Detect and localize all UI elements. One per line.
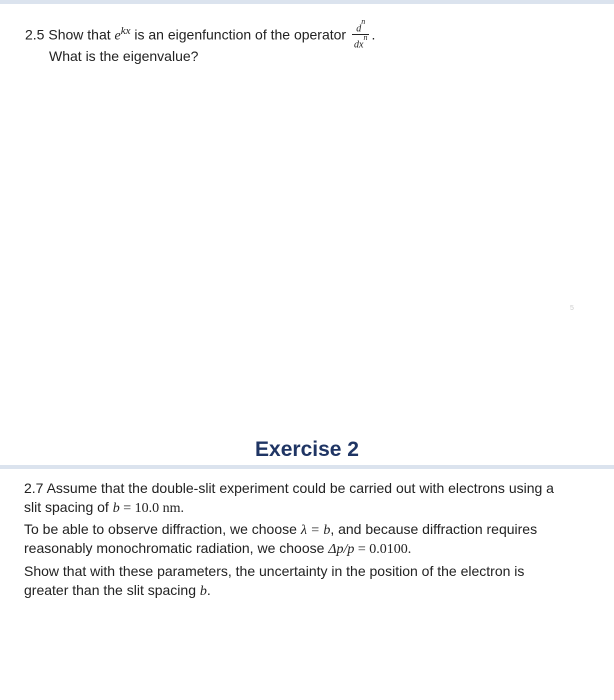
spacing-symbol-b: b (199, 584, 207, 599)
question-2-5-eigenvalue: What is the eigenvalue? (49, 48, 199, 64)
q27-line-5: Show that with these parameters, the uncertainty in the position of the electron is (24, 563, 525, 579)
denominator-power: n (363, 33, 368, 43)
q27-line-3-suffix: , and because diffraction requires (330, 521, 538, 537)
momentum-ratio-value: = 0.0100. (354, 542, 412, 557)
exercise-heading: Exercise 2 (255, 438, 359, 461)
slit-symbol-b: b (112, 501, 120, 516)
denominator-base: dx (353, 39, 364, 51)
q27-line-3-prefix: To be able to observe diffraction, we choose (24, 521, 301, 537)
q25-prefix: 2.5 Show that (25, 26, 115, 43)
derivative-operator (352, 19, 369, 51)
numerator-base: d (356, 23, 362, 35)
section-divider (0, 465, 614, 469)
q27-line-6-end: . (206, 582, 211, 598)
q27-line-4 (24, 539, 411, 559)
lambda-b-symbol: b (323, 523, 331, 538)
lambda-equation: λ = (300, 523, 324, 538)
q27-line-6 (24, 581, 211, 601)
q25-end: . (371, 26, 376, 43)
top-divider (0, 0, 614, 4)
momentum-ratio: Δp/p (328, 542, 355, 557)
slit-spacing-value: = 10.0 nm. (119, 501, 185, 516)
q27-line-2 (24, 498, 184, 518)
exp-base: e (114, 28, 121, 44)
q27-line-4-prefix: reasonably monochromatic radiation, we choose (24, 540, 329, 556)
q27-line-2-prefix: slit spacing of (24, 499, 113, 515)
q27-line-6-prefix: greater than the slit spacing (24, 582, 200, 598)
q25-middle: is an eigenfunction of the operator (130, 26, 350, 43)
q27-line-1: 2.7 Assume that the double-slit experiment could be carried out with electrons using a (24, 480, 554, 496)
q27-line-3 (24, 520, 537, 540)
page-number-mark: 5 (570, 305, 574, 312)
exp-power: kx (120, 24, 131, 37)
operator-denominator (352, 35, 369, 50)
numerator-power: n (361, 17, 366, 26)
